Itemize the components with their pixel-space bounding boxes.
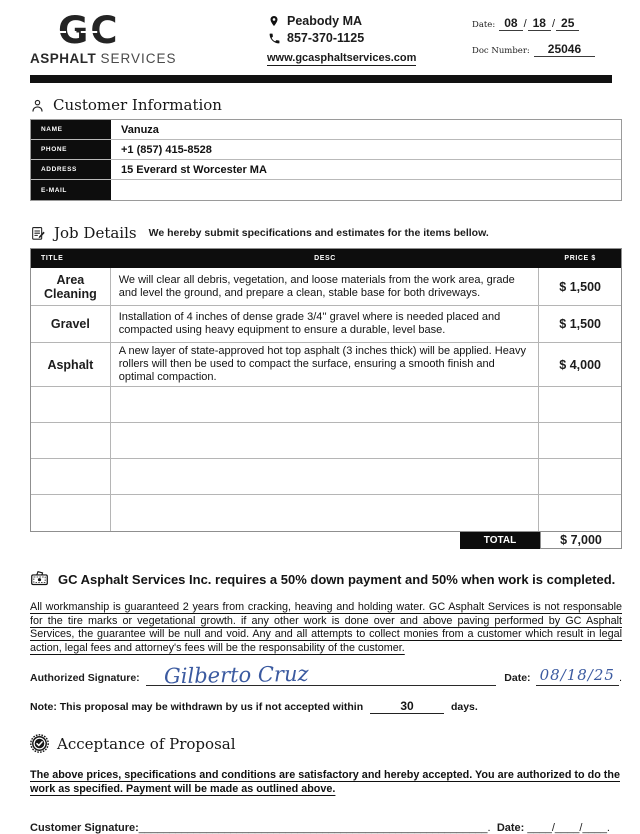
customer-row-address	[31, 160, 621, 180]
customer-address-label: ADDRESS	[31, 160, 111, 179]
authorized-date-line	[536, 666, 619, 686]
customer-date-blank: ____/____/____.	[527, 822, 610, 834]
row-desc: We will clear all debris, vegetation, and loose materials from the work area, grade and level the ground, and prepare a clean, stable base for both driveways.	[111, 268, 540, 305]
logo-monogram	[58, 9, 120, 52]
location-text: Peabody MA	[287, 14, 363, 28]
total-row	[30, 532, 622, 549]
doc-number-field	[472, 42, 622, 57]
row-price: $ 1,500	[559, 317, 601, 331]
clipboard-pencil-icon	[30, 225, 46, 241]
document-meta	[472, 10, 622, 68]
date-month: 08	[499, 16, 522, 31]
column-header-desc: DESC	[314, 255, 336, 262]
company-logo	[30, 10, 205, 66]
customer-signature-blank-line: _________________________________________________________.	[138, 822, 491, 834]
row-desc: A new layer of state-approved hot top asphalt (3 inches thick) will be applied. Heavy rollers will then be used to compact the surface, ensuring a smooth finish and optimal compaction.	[111, 343, 540, 386]
person-icon	[30, 98, 45, 113]
contact-block	[205, 10, 472, 66]
row-price: $ 1,500	[559, 279, 601, 294]
customer-row-name	[31, 120, 621, 140]
customer-date-label: Date:	[496, 822, 525, 834]
customer-signature-label: Customer Signature:	[30, 822, 139, 834]
customer-row-phone	[31, 140, 621, 160]
row-price: $ 4,000	[559, 357, 601, 372]
date-separator: /	[551, 18, 556, 30]
withdrawal-note-suffix: days.	[450, 701, 478, 714]
authorized-signature-row	[30, 660, 622, 689]
authorized-signature-value: Gilberto Cruz	[163, 662, 309, 689]
table-row-empty	[31, 387, 621, 423]
table-row-empty	[31, 423, 621, 459]
road-dash-decoration	[60, 31, 118, 33]
customer-address-value: 15 Everard st Worcester MA	[121, 163, 267, 176]
phone-text: 857-370-1125	[287, 31, 365, 45]
customer-email-value	[111, 180, 621, 200]
acceptance-heading	[30, 734, 622, 753]
date-label: Date:	[472, 20, 496, 30]
job-table-header	[31, 249, 621, 268]
logo-company-name	[30, 51, 205, 66]
website-link[interactable]: www.gcasphaltservices.com	[267, 52, 417, 64]
row-title: Gravel	[31, 306, 111, 342]
customer-date-field	[497, 822, 622, 834]
logo-name-bold: ASPHALT	[30, 51, 97, 66]
date-field	[472, 16, 622, 31]
customer-info-heading	[30, 96, 622, 114]
header-divider-bar	[30, 75, 612, 83]
date-day: 18	[528, 16, 551, 31]
phone-line	[267, 31, 472, 45]
logo-name-light: SERVICES	[100, 51, 177, 66]
withdrawal-days-value: 30	[370, 699, 444, 714]
logo-monogram-text: GC	[58, 9, 120, 52]
column-header-title: TITLE	[41, 255, 64, 262]
location-pin-icon	[267, 14, 281, 28]
doc-number-label: Doc Number:	[472, 46, 530, 56]
total-value: $ 7,000	[540, 532, 622, 549]
payment-terms-text: GC Asphalt Services Inc. requires a 50% down payment and 50% when work is completed.	[58, 572, 616, 587]
customer-name-label: NAME	[31, 120, 111, 139]
row-title: Asphalt	[31, 343, 111, 386]
badge-check-icon	[30, 734, 49, 753]
job-details-title-wrap	[30, 224, 137, 242]
acceptance-terms-text: The above prices, specifications and conditions are satisfactory and hereby accepted. You are authorized to do the work as specified. Payment will be made as outlined above.	[30, 769, 620, 796]
customer-table	[30, 119, 622, 201]
table-row-empty	[31, 459, 621, 495]
table-row-empty	[31, 495, 621, 531]
authorized-date-period: .	[618, 672, 622, 685]
column-header-price: PRICE $	[564, 255, 596, 262]
acceptance-title: Acceptance of Proposal	[57, 734, 236, 753]
date-year: 25	[556, 16, 579, 31]
money-icon	[30, 570, 49, 589]
authorized-signature-label: Authorized Signature:	[30, 672, 140, 685]
job-details-subtitle: We hereby submit specifications and estimates for the items bellow.	[148, 227, 489, 239]
payment-terms-line	[30, 570, 622, 589]
doc-number-value: 25046	[534, 42, 595, 57]
table-row-gravel	[31, 306, 621, 343]
customer-email-label: E-MAIL	[31, 180, 111, 200]
customer-info-title: Customer Information	[53, 96, 222, 114]
location-line	[267, 14, 472, 28]
customer-phone-value: +1 (857) 415-8528	[121, 143, 212, 156]
row-desc: Installation of 4 inches of dense grade 3/4'' gravel where is needed placed and compacted using heavy equipment to ensure a durable, level base.	[111, 306, 540, 342]
phone-icon	[267, 32, 281, 45]
withdrawal-note	[30, 699, 622, 714]
header	[30, 10, 622, 68]
job-table	[30, 248, 622, 532]
customer-signature-row	[30, 822, 622, 834]
row-title: Area Cleaning	[31, 268, 111, 305]
customer-phone-label: PHONE	[31, 140, 111, 159]
total-label: TOTAL	[460, 532, 540, 549]
table-row-asphalt	[31, 343, 621, 387]
authorized-date-value: 08/18/25	[539, 666, 615, 685]
authorized-date-label: Date:	[504, 672, 531, 685]
customer-row-email	[31, 180, 621, 200]
customer-name-value: Vanuza	[121, 123, 159, 136]
guarantee-terms-text: All workmanship is guaranteed 2 years from cracking, heaving and holding water. GC Asphalt Services is not responsable for the tire marks or vegetational growth. if any other work is done over and above paving performed by GC Asphalt Services, the guarantee will be null and void. Any and all attempts to collect monies from a customer which result in legal action, legal fees and attorney's fees will be the responsability of the customer.	[30, 601, 622, 654]
date-separator: /	[523, 18, 527, 30]
job-details-title: Job Details	[54, 224, 137, 242]
job-details-heading	[30, 224, 622, 242]
withdrawal-note-prefix: Note: This proposal may be withdrawn by us if not accepted within	[30, 701, 364, 714]
table-row-area-cleaning	[31, 268, 621, 306]
authorized-signature-line	[146, 660, 497, 689]
